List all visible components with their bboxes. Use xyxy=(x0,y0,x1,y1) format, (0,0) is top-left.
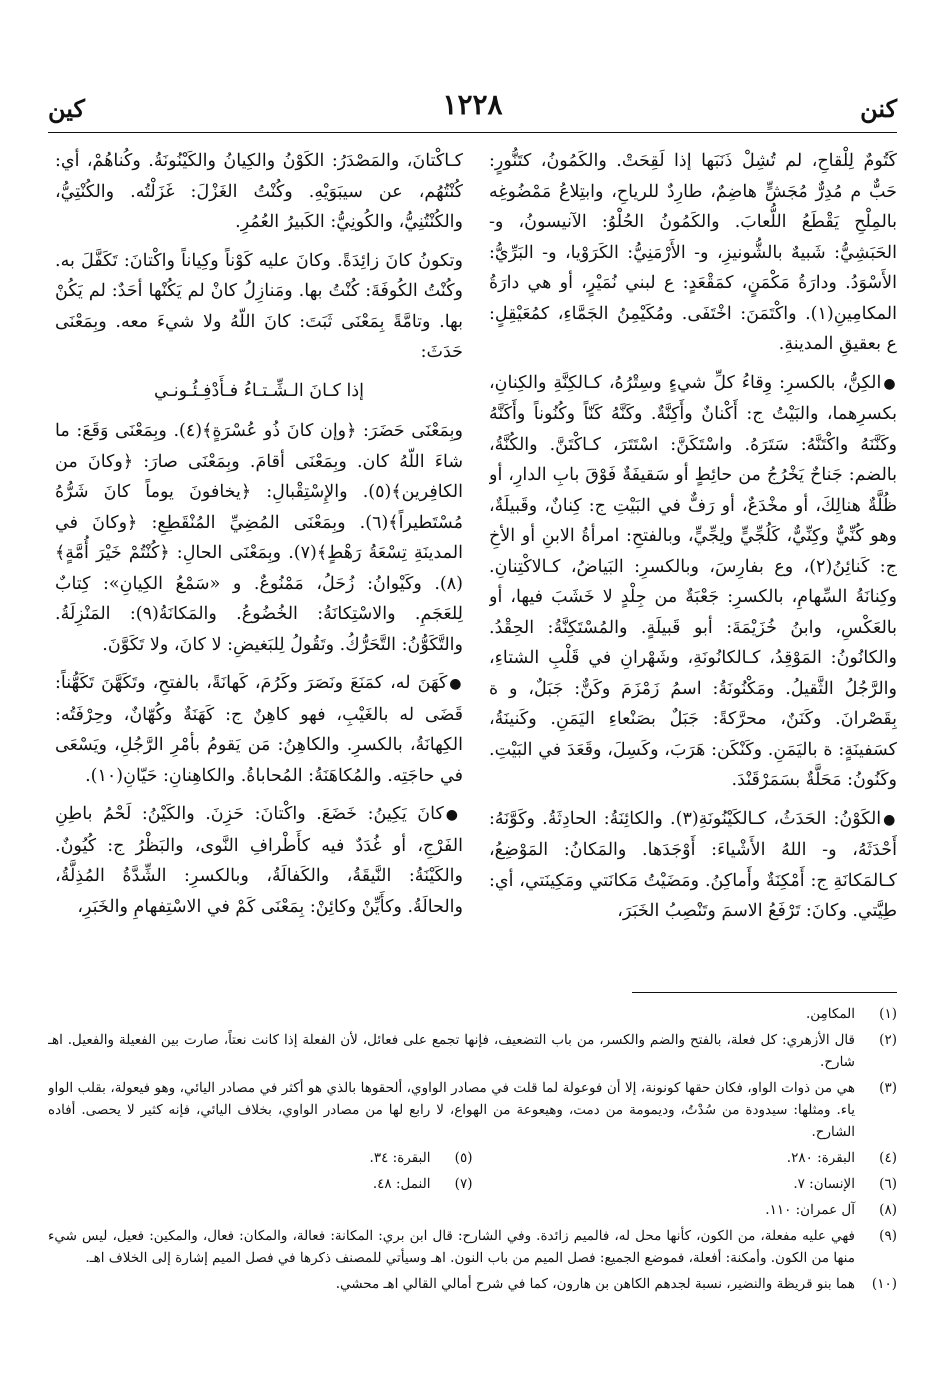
entry-paragraph xyxy=(489,368,897,796)
footnote-text: الإنسان: ٧. xyxy=(793,1176,855,1192)
footnotes xyxy=(48,1003,897,1333)
entry-paragraph: وبِمَعْنَى حَضَرَ: ﴿وإن كانَ ذُو عُسْرَةٍ﴾(٤). وبِمَعْنَى وَقَعَ: ما شاءَ اللّهُ كان. وبِمَعْنَى أقامَ. وبِمَعْنَى صارَ: ﴿وكانَ من الكافِرين﴾(٥). والإِسْتِقْبالِ: ﴿يخافونَ يوماً كانَ شَرُّهُ مُسْتَطيراً﴾(٦). وبِمَعْنَى المُضِيِّ المُنْقَطِعِ: ﴿وكانَ في المدينَةِ تِسْعَةُ رَهْطٍ﴾(٧). وبِمَعْنَى الحالِ: ﴿كُنْتُمْ خَيْرَ أُمَّةٍ﴾(٨). وكَيْوانُ: زُحَلُ، مَمْنُوعٌ. و «سَمْعُ الكِيانِ»: كِتابٌ لِلعَجَمِ. والاسْتِكانَةُ: الخُضُوعُ. والمَكانَةُ(٩): المَنْزِلَةُ. والتَّكَوُّنُ: التَّحَرُّكُ. وتَقُولُ لِلبَغيضِ: لا كانَ، ولا تَكَوَّنَ. xyxy=(55,421,463,655)
footnote-text: النمل: ٤٨. xyxy=(372,1176,431,1192)
footnote-number: (١٠) xyxy=(871,1276,897,1292)
footnote xyxy=(473,1147,898,1169)
entry-paragraph xyxy=(489,804,897,927)
footnote-number: (٦) xyxy=(879,1176,897,1192)
footnote-number: (٨) xyxy=(879,1202,897,1218)
footnote-number: (٩) xyxy=(879,1228,897,1244)
entry-bullet-icon: ● xyxy=(883,375,897,392)
footnote-number: (٣) xyxy=(879,1080,897,1096)
header-root-word-right: كنن xyxy=(860,94,897,123)
footnote xyxy=(48,1029,897,1073)
footnote xyxy=(473,1173,898,1195)
footnote-number: (٤) xyxy=(879,1150,897,1166)
footnote-row xyxy=(48,1173,897,1199)
entry-paragraph: كَتُومٌ لِلْقاحِ، لم تُشِلْ ذَنَبَها إذا لَقِحَتْ. والكَمُونُ، كتَنُّورٍ: حَبٌّ م مُدِرٌّ مُجَشٍّ هاضِمٌ، طارِدٌ للرياحِ، وابتِلاعُ مَمْضُوغِه بالمِلْحِ يَقْطَعُ اللُّعابَ. والكَمُونُ الحُلْوُ: الآنيسونُ، و- الحَبَشِيُّ: شَبيهٌ بالشُّونيزِ، و- الأَرْمَنِيُّ: الكَرَوْيا، و- البَرِّيُّ: الأَسْوَدُ. ودارَةُ مَكْمَنٍ، كمَقْعَدٍ: ع لبني نُمَيْرٍ، أو هي دارَةُ المكامِينِ(١). واكْتَمَنَ: اخْتَفَى. ومُكَيْمِنُ الجَمَّاءِ، كمُعَيْقِلٍ: ع بعقيقِ المدينةِ. xyxy=(489,151,897,354)
footnote xyxy=(48,1199,897,1221)
footnote-number: (٧) xyxy=(454,1176,473,1192)
entry-paragraph xyxy=(55,668,463,791)
footnote-text: قال الأزهري: كل فعلة، بالفتح والضم والكسر، من باب التضعيف، فإنها تجمع على فعائل، لأن الفعلة إذا كانت نعتاً، صارت بين الفعيلة والفعيل. اهـ شارح. xyxy=(48,1032,855,1070)
entry-text: كانَ يَكِينُ: خَضَعَ. واكْتانَ: حَزِنَ. والكَيْنُ: لَحْمُ باطِنِ الفَرْجِ، أو غُدَدٌ فيه كأَطْرافِ النَّوى، والبَظْرُ ج: كُيُونٌ. والكَيْنَةُ: النَّيقَةُ، والكَفالَةُ، وبالكسرِ: الشِّدَّةُ المُذِلَّةُ، والحالَةُ. وكأَيِّنْ وكائِنْ: بِمَعْنَى كَمْ في الاسْتِفهامِ والخَبَرِ، xyxy=(55,804,463,917)
poetry-verse: إذا كـانَ الـشِّـتـاءُ فـأَدْفِـئُـونـي xyxy=(153,380,365,401)
footnote-separator xyxy=(632,992,897,993)
footnote xyxy=(48,1077,897,1143)
footnote-number: (٥) xyxy=(454,1150,473,1166)
entry-text: الكِنُّ، بالكسرِ: وِقاءُ كلِّ شيءٍ وسِتْرُهُ، كـالكِنَّةِ والكِنانِ، بكسرِهما، والبَيْتُ ج: أَكْنانٌ وأَكِنَّةٌ. وكَنَّهُ كَنّاً وكُنُوناً وأَكَنَّهُ وكَنَّنَهُ واكْتَنَّهُ: سَتَرَهُ. واسْتَكَنَّ: اسْتَتَرَ، كـاكْتَنَّ. والكُنَّةُ، بالضم: جَناحٌ يَخْرُجُ من حائِطٍ أو سَقيفَةٌ فَوْقَ بابِ الدارِ، أو ظُلَّةٌ هنالِكَ، أو مخْدَعٌ، أو رَفٌّ في البَيْتِ ج: كِنانٌ، وقَبيلَةٌ، وهو كُنِّيٌّ وكِنِّيٌّ، كَلُجِّيٍّ ولِجِّيٍّ، وبالفتحِ: امرأةُ الابنِ أو الأخِ ج: كَنائِنُ(٢)، وع بفارِسَ، وبالكسرِ: البَياضُ، كـالاكْتِنانِ. وكِنانَةُ السِّهامِ، بالكسرِ: جَعْبَةٌ من جِلْدٍ لا خَشَبَ فيها، أو بالعَكْسِ، وابنُ خُزَيْمَةَ: أبو قَبيلَةٍ. والمُسْتَكِنَّةُ: الحِقْدُ. والكانُونُ: المَوْقِدُ، كـالكانُونَةِ، وشَهْرانِ في قَلْبِ الشتاءِ، والرَّجُلُ الثَّقيلُ. ومَكْنُونَةُ: اسمُ زَمْزَمَ وكَنٌّ: جَبَلٌ، و ة بِقَصْرانَ. وكَنَنٌ، محرَّكةً: جَبَلٌ بصَنْعاءِ اليَمَنِ. وكَنينَةُ، كسَفينَةٍ: ة باليَمَنِ. وكَنْكَن: هَرَبَ، وكَسِلَ، وقَعَدَ في البَيْتِ. وكَنُونُ: مَحَلَّةٌ بسَمَرْقَنْدَ. xyxy=(489,372,897,790)
right-column xyxy=(489,146,897,976)
footnote-text: هي من ذوات الواو، فكان حقها كونونة، إلا أن فوعولة لما قلت في مصادر الواوي، ألحقوها بالذي هو أكثر في مصادر اليائي، وهو فيعولة، بقلب الواو ياء. ومثلها: سيدودة من سُدْتُ، وديمومة من دمت، وهيعوعة من الهواع، لا رابع لها من مصادر الواوي، بخلاف اليائي، فإنه كثير لا يحصى. أفاده الشارح. xyxy=(48,1080,855,1140)
footnote-text: البقرة: ٣٤. xyxy=(369,1150,431,1166)
footnote xyxy=(48,1225,897,1269)
entry-bullet-icon: ● xyxy=(449,676,463,692)
footnote xyxy=(48,1147,473,1169)
footnote-text: فهي عليه مفعلة، من الكون، كأنها محل له، فالميم زائدة. وفي الشارح: قال ابن بري: المكانة: فعالة، والمكان: فعال، والمكين: فعيل، ليس شيء منها من الكون. وأمكنة: أفعلة، فموضع الجميع: فصل الميم من باب النون. اهـ وسيأتي للمصنف ذكرها في فصل الميم إشارة إلى الخلاف اهـ. xyxy=(48,1228,855,1266)
footnote-text: البقرة: ٢٨٠. xyxy=(786,1150,855,1166)
header-root-word-left: كين xyxy=(48,94,85,123)
header-rule xyxy=(48,132,897,133)
entry-paragraph: كـاكْتانَ، والمَصْدَرُ: الكَوْنُ والكِيانُ والكَيْنُونَةُ. وكُناهُمْ، أي: كُنْتُهُم، عن سيبَوَيْهِ. وكُنْتُ الغَزْلَ: غَزَلْتُه. والكُنْتِيُّ، والكُنْتُنِيُّ، والكُونِيُّ: الكَبيرُ العُمُرِ. xyxy=(55,151,463,232)
entry-paragraph: وتكونُ كانَ زائِدَةً. وكانَ عليه كَوْناً وكِياناً واكْتانَ: تَكَفَّلَ به. وكُنْتُ الكُوفَةَ: كُنْتُ بها. ومَنازِلُ كانْ لم يَكُنْها أحَدٌ: لم يَكُنْ بها. وتامَّةً بِمَعْنَى ثَبَتَ: كانَ اللّهُ ولا شيءَ معه. وبِمَعْنَى حَدَثَ: xyxy=(55,250,463,362)
entry-paragraph xyxy=(55,799,463,922)
footnote-number: (٢) xyxy=(879,1032,897,1048)
page-header xyxy=(48,88,897,128)
footnote-row xyxy=(48,1147,897,1173)
footnote-text: المكامِن. xyxy=(805,1006,855,1022)
entry-text: كَهَنَ له، كمَنَعَ ونَصَرَ وكَرُمَ، كَهانَةً، بالفتحِ، وتَكَهَّنَ تَكَهُّناً: قَضَى له بالغَيْبِ، فهو كاهِنٌ ج: كَهَنَةٌ وكُهّانٌ، وحِرْفَتُه: الكِهانَةُ، بالكسرِ. والكاهِنُ: مَن يَقومُ بأمْرِ الرَّجُلِ، ويَسْعَى في حاجَتِه. والمُكاهَنَةُ: المُحاباةُ. والكاهِنانِ: حَيّانِ(١٠). xyxy=(55,673,463,786)
entry-text: الكَوْنُ: الحَدَثُ، كـالكَيْنُونَةِ(٣). والكائِنَةُ: الحادِثَةُ. وكَوَّنَهُ: أَحْدَثَهُ، و- اللهُ الأَشْياءَ: أَوْجَدَها. والمَكانُ: المَوْضِعُ، كـالمَكانَةِ ج: أَمْكِنَةٌ وأَماكِنُ. ومَضَيْتُ مَكانَتي ومَكِينَتي، أي: طِيَّتي. وكانَ: تَرْفَعُ الاسمَ وتَنْصِبُ الخَبَرَ، xyxy=(489,808,897,921)
footnote-number: (١) xyxy=(879,1006,897,1022)
entry-bullet-icon: ● xyxy=(883,811,897,828)
page-number: ١٢٢٨ xyxy=(442,88,503,121)
footnote xyxy=(48,1173,473,1195)
entry-bullet-icon: ● xyxy=(445,807,463,823)
footnote xyxy=(48,1003,897,1025)
left-column xyxy=(55,146,463,976)
footnote xyxy=(48,1273,897,1295)
footnote-text: آل عمران: ١١٠. xyxy=(765,1202,855,1218)
footnote-text: هما بنو قريظة والنضير، نسبة لجدهم الكاهن بن هارون، كما في شرح أمالي القالي اهـ محشي. xyxy=(335,1276,855,1292)
